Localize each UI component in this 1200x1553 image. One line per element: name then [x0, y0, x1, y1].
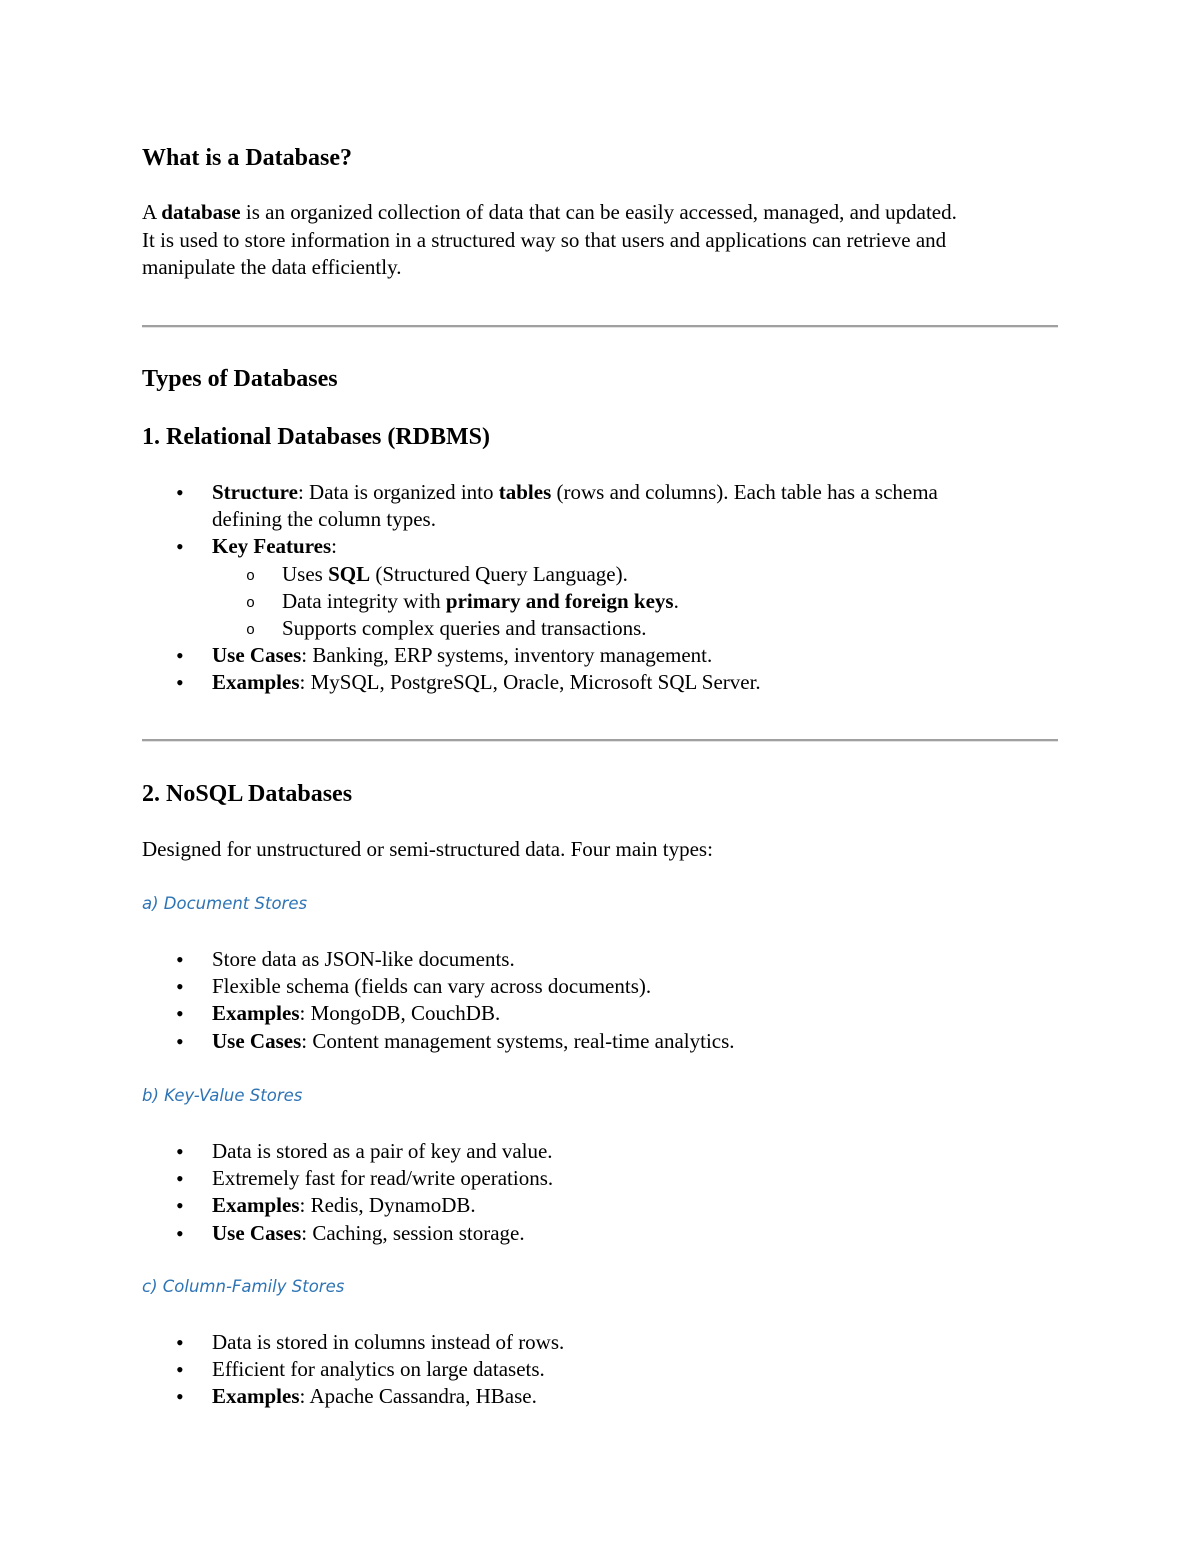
- list-item: • Key Features: o Uses SQL (Structured Query Language). o Data integrity with primary and foreign keys. o Supports complex queries and transactions.: [142, 533, 1058, 642]
- list-item: • Examples: MySQL, PostgreSQL, Oracle, Microsoft SQL Server.: [142, 669, 1058, 696]
- key-value-list: [142, 1138, 1058, 1247]
- intro-paragraph: [142, 199, 957, 282]
- column-family-list: [142, 1329, 1058, 1411]
- list-item: • Structure: Data is organized into tables (rows and columns). Each table has a schema defining the column types.: [142, 479, 992, 533]
- subheading-key-value-stores: b) Key-Value Stores: [142, 1086, 303, 1105]
- section-title-types: Types of Databases: [142, 366, 338, 392]
- subheading-column-family-stores: c) Column-Family Stores: [142, 1277, 345, 1296]
- list-item: • Examples: Redis, DynamoDB.: [142, 1192, 1058, 1219]
- list-item: • Use Cases: Content management systems, real-time analytics.: [142, 1028, 1058, 1055]
- intro-line-1: A database is an organized collection of data that can be easily accessed, managed, and updated.: [142, 200, 957, 224]
- list-item: • Efficient for analytics on large datasets.: [142, 1356, 1058, 1383]
- relational-list: [142, 479, 1058, 697]
- list-item: • Examples: Apache Cassandra, HBase.: [142, 1383, 1058, 1410]
- section-title-what-is-database: What is a Database?: [142, 145, 353, 171]
- list-item: • Use Cases: Caching, session storage.: [142, 1220, 1058, 1247]
- features-sublist: [212, 561, 1058, 643]
- intro-line-2: It is used to store information in a structured way so that users and applications can retrieve and: [142, 227, 947, 252]
- list-item: • Examples: MongoDB, CouchDB.: [142, 1000, 1058, 1027]
- list-item: • Data is stored as a pair of key and value.: [142, 1138, 1058, 1165]
- list-item: • Flexible schema (fields can vary across documents).: [142, 973, 1058, 1000]
- section-title-nosql: 2. NoSQL Databases: [142, 781, 353, 807]
- horizontal-rule: [142, 325, 1058, 328]
- list-item: • Extremely fast for read/write operations.: [142, 1165, 1058, 1192]
- section-title-relational: 1. Relational Databases (RDBMS): [142, 424, 490, 450]
- database-term: database: [161, 200, 241, 224]
- list-item: o Supports complex queries and transactions.: [212, 615, 1058, 642]
- document-stores-list: [142, 946, 1058, 1055]
- nosql-intro: Designed for unstructured or semi-structured data. Four main types:: [142, 837, 713, 861]
- list-item: • Use Cases: Banking, ERP systems, inventory management.: [142, 642, 1058, 669]
- list-item: • Store data as JSON-like documents.: [142, 946, 1058, 973]
- intro-line-3: manipulate the data efficiently.: [142, 255, 402, 279]
- horizontal-rule: [142, 739, 1058, 742]
- list-item: o Data integrity with primary and foreign keys.: [212, 588, 1058, 615]
- list-item: • Data is stored in columns instead of rows.: [142, 1329, 1058, 1356]
- list-item: o Uses SQL (Structured Query Language).: [212, 561, 1058, 588]
- subheading-document-stores: a) Document Stores: [142, 894, 308, 913]
